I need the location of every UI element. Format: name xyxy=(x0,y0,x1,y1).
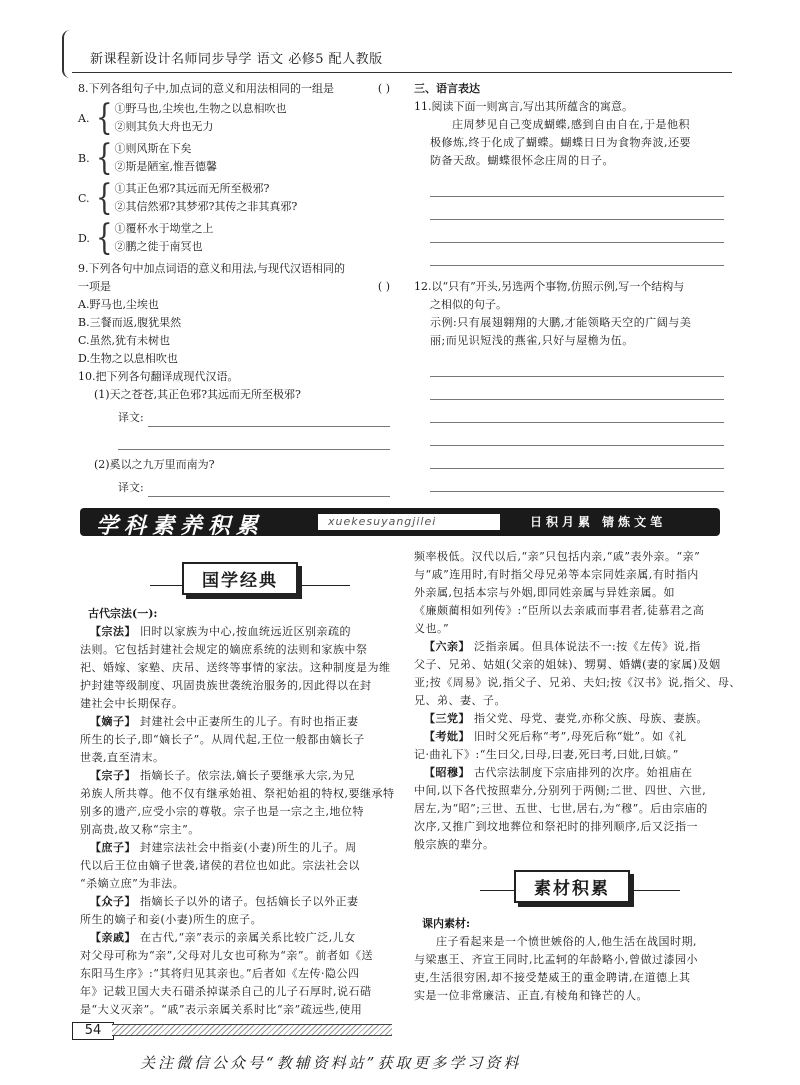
term-text: 护封建等级制度、巩固贵族世袭统治服务的,因此得以在封 xyxy=(80,679,372,692)
fable-passage xyxy=(414,116,724,170)
term-text: 年》记载卫国大夫石碏杀掉谋杀自己的儿子石厚时,说石碏 xyxy=(80,985,372,998)
term-text: 泛指亲属。但具体说法不一:按《左传》说,指 xyxy=(474,640,701,653)
term-text: 世袭,直至清末。 xyxy=(80,751,165,764)
text-line xyxy=(414,620,726,638)
text-line xyxy=(80,641,392,659)
term-tag: 【昭穆】 xyxy=(424,766,470,779)
term-text: 亚;按《周易》说,指父子、兄弟、夫妇;按《汉书》说,指父、母、 xyxy=(414,676,741,689)
term-text: 父子、兄弟、姑姐(父亲的姐妹)、甥舅、婚媾(妻的家属)及姻 xyxy=(414,658,721,671)
text-line xyxy=(414,710,726,728)
term-text: 是“大义灭亲”。“戚”表示亲属关系时比“亲”疏远些,使用 xyxy=(80,1003,363,1016)
term-tag: 【众子】 xyxy=(90,895,136,908)
guoxue-subtitle: 古代宗法(一): xyxy=(88,607,158,620)
glossary-entry xyxy=(414,764,726,854)
material-line: 实是一位非常廉洁、正直,有棱角和锋芒的人。 xyxy=(414,989,648,1002)
text-line xyxy=(80,929,392,947)
question-10-item-1: (1)天之苍苍,其正色邪?其远而无所至极邪? xyxy=(94,388,301,401)
text-line xyxy=(80,983,392,1001)
term-text: 古代宗法制度下宗庙排列的次序。始祖庙在 xyxy=(474,766,693,779)
term-tag: 【考妣】 xyxy=(424,730,470,743)
option-letter: C. xyxy=(78,191,90,205)
text-line xyxy=(80,659,392,677)
brace-icon: { xyxy=(96,217,113,259)
term-text: 祀、婚嫁、家塾、庆吊、送终等事情的家法。这种制度是为维 xyxy=(80,661,391,674)
running-header: 新课程新设计名师同步导学 语文 必修5 配人教版 xyxy=(90,52,383,67)
text-line xyxy=(414,764,726,782)
sucai-heading: 素材积累 xyxy=(514,870,630,903)
term-text: 居左,为“昭”;三世、五世、七世,居右,为“穆”。后由宗庙的 xyxy=(414,802,708,815)
page-number-bar xyxy=(112,1024,392,1036)
question-10-item-2: (2)奚以之九万里而南为? xyxy=(94,458,215,471)
glossary-entry xyxy=(80,893,392,929)
answer-line[interactable] xyxy=(430,197,724,220)
answer-line[interactable] xyxy=(118,427,390,450)
term-text: 次序,又推广到坟地葬位和祭祀时的排列顺序,后又泛指一 xyxy=(414,820,698,833)
glossary-entry xyxy=(80,767,395,839)
question-8-stem: 8.下列各组句子中,加点词的意义和用法相同的一组是 xyxy=(78,82,334,95)
term-text: 对父母可称为“亲”,父母对儿女也可称为“亲”。前者如《送 xyxy=(80,949,373,962)
question-9 xyxy=(78,260,390,278)
guoxue-right-text xyxy=(414,548,741,854)
term-text: 中间,以下各代按照辈分,分别列于两侧;二世、四世、六世, xyxy=(414,784,707,797)
glossary-entry xyxy=(80,713,392,767)
text-line xyxy=(80,821,392,839)
term-text: “杀嫡立庶”为非法。 xyxy=(80,877,185,890)
material-line: 庄子看起来是一个愤世嫉俗的人,他生活在战国时期, xyxy=(436,935,697,948)
glossary-entry xyxy=(80,929,392,1019)
passage-line: 庄周梦见自己变成蝴蝶,感到自由自在,于是他积 xyxy=(452,118,690,131)
option-row[interactable]: D.生物之以息相吹也 xyxy=(78,352,178,365)
question-9-stem: 9.下列各句中加点词语的意义和用法,与现代汉语相同的 xyxy=(78,262,345,275)
term-text: 般宗族的辈分。 xyxy=(414,838,495,851)
term-text: 指嫡长子。依宗法,嫡长子要继承大宗,为兄 xyxy=(140,769,355,782)
term-tag: 【六亲】 xyxy=(424,640,470,653)
question-12-answer-area xyxy=(414,354,724,492)
text-line xyxy=(414,638,726,656)
glossary-entry xyxy=(414,548,726,638)
option-row[interactable] xyxy=(78,217,390,259)
text-line xyxy=(80,623,392,641)
footer-note: 关注微信公众号“教辅资料站”获取更多学习资料 xyxy=(140,1054,522,1072)
answer-line[interactable] xyxy=(430,220,724,243)
text-line xyxy=(80,785,395,803)
option-sentence: ②鹏之徙于南冥也 xyxy=(114,240,203,253)
option-sentence: ①野马也,尘埃也,生物之以息相吹也 xyxy=(114,102,287,115)
option-row[interactable] xyxy=(78,97,390,139)
glossary-entry xyxy=(80,839,392,893)
option-lines xyxy=(115,100,287,136)
text-line xyxy=(414,728,726,746)
sucai-text xyxy=(414,933,726,1005)
option-sentence: ①其正色邪?其远而无所至极邪? xyxy=(114,182,270,195)
term-text: 与“戚”连用时,有时指父母兄弟等本宗同姓亲属,有时指内 xyxy=(414,568,699,581)
answer-line[interactable] xyxy=(430,377,724,400)
text-line xyxy=(80,767,392,785)
term-text: 《廉颇蔺相如列传》:“臣所以去亲戚而事君者,徒慕君之高 xyxy=(414,604,705,617)
translation-label: 译文: xyxy=(118,481,144,494)
text-line xyxy=(414,602,726,620)
term-text: 在古代,“亲”表示的亲属关系比较广泛,儿女 xyxy=(140,931,356,944)
answer-line[interactable] xyxy=(430,174,724,197)
term-tag: 【亲戚】 xyxy=(90,931,136,944)
term-tag: 【宗子】 xyxy=(90,769,136,782)
guoxue-heading: 国学经典 xyxy=(182,562,298,595)
text-line xyxy=(80,731,392,749)
term-tag: 【宗法】 xyxy=(90,625,136,638)
material-line: 与梁惠王、齐宣王同时,比孟轲的年龄略小,曾做过漆园小 xyxy=(414,953,698,966)
term-text: 封建宗法社会中指妾(小妻)所生的儿子。周 xyxy=(140,841,357,854)
option-sentence: ①覆杯水于坳堂之上 xyxy=(114,222,214,235)
term-text: 兄、弟、妻、子。 xyxy=(414,694,506,707)
option-row[interactable]: C.虽然,犹有未树也 xyxy=(78,334,171,347)
option-row[interactable] xyxy=(78,177,390,219)
translation-row-1 xyxy=(78,404,390,427)
text-line xyxy=(414,818,726,836)
sucai-subtitle: 课内素材: xyxy=(422,917,471,930)
text-line xyxy=(80,749,392,767)
answer-line[interactable] xyxy=(430,400,724,423)
question-11: 11.阅读下面一则寓言,写出其所蕴含的寓意。 xyxy=(414,100,633,113)
text-line xyxy=(80,893,392,911)
text-line xyxy=(414,800,726,818)
example-text xyxy=(414,314,724,350)
term-text: 别多的遗产,应受小宗的尊敬。宗子也是一宗之主,地位特 xyxy=(80,805,364,818)
term-text: 弟族人所共尊。他不仅有继承始祖、祭祀始祖的特权,要继承特 xyxy=(80,787,395,800)
option-lines xyxy=(115,220,214,256)
left-question-column xyxy=(78,80,390,520)
term-text: 所生的长子,即“嫡长子”。从周代起,王位一般都由嫡长子 xyxy=(80,733,365,746)
term-text: 封建社会中正妻所生的儿子。有时也指正妻 xyxy=(140,715,359,728)
guoxue-left-text xyxy=(80,623,395,1019)
answer-paren[interactable]: ( ) xyxy=(377,82,390,95)
question-9-line2 xyxy=(78,278,390,296)
question-8 xyxy=(78,80,390,98)
text-line xyxy=(80,965,392,983)
option-letter: A. xyxy=(78,111,90,125)
answer-line[interactable] xyxy=(148,404,390,427)
page-number: 54 xyxy=(72,1022,114,1040)
term-text: 所生的嫡子和妾(小妻)所生的庶子。 xyxy=(80,913,263,926)
passage-line: 防备天敌。蝴蝶很怀念庄周的日子。 xyxy=(430,154,614,167)
option-row[interactable]: A.野马也,尘埃也 xyxy=(78,298,159,311)
option-sentence: ②其信然邪?其梦邪?其传之非其真邪? xyxy=(114,200,298,213)
brace-icon: { xyxy=(96,177,113,219)
term-text: 指父党、母党、妻党,亦称父族、母族、妻族。 xyxy=(474,712,708,725)
banner-pinyin: xuekesuyangjilei xyxy=(318,514,500,530)
right-question-column xyxy=(414,80,724,492)
question-12-cont: 之相似的句子。 xyxy=(430,298,507,311)
question-10: 10.把下列各句翻译成现代汉语。 xyxy=(78,370,239,383)
text-line xyxy=(414,566,726,584)
term-text: 代以后王位由嫡子世袭,诸侯的君位也如此。宗法社会以 xyxy=(80,859,360,872)
option-lines xyxy=(115,140,218,176)
text-line xyxy=(80,911,392,929)
text-line xyxy=(80,713,392,731)
answer-line[interactable] xyxy=(430,243,724,266)
glossary-entry xyxy=(414,710,726,728)
option-row[interactable] xyxy=(78,137,390,179)
text-line xyxy=(80,1001,392,1019)
sucai-column xyxy=(414,915,726,1005)
term-tag: 【嫡子】 xyxy=(90,715,136,728)
text-line xyxy=(80,695,392,713)
example-line: 丽;而见识短浅的燕雀,只好与屋檐为伍。 xyxy=(430,334,634,347)
banner-title: 学科素养积累 xyxy=(96,514,265,539)
brace-icon: { xyxy=(96,97,113,139)
question-9-stem-cont: 一项是 xyxy=(78,280,111,293)
header-rule xyxy=(72,72,732,73)
guoxue-right-column xyxy=(414,548,741,854)
answer-line[interactable] xyxy=(430,446,724,469)
glossary-entry xyxy=(414,638,741,710)
answer-line[interactable] xyxy=(148,474,390,497)
term-tag: 【庶子】 xyxy=(90,841,136,854)
text-line xyxy=(80,947,392,965)
option-lines xyxy=(115,180,298,216)
term-text: 旧时以家族为中心,按血统远近区别亲疏的 xyxy=(140,625,351,638)
header-bracket xyxy=(62,30,74,78)
term-text: 指嫡长子以外的诸子。包括嫡长子以外正妻 xyxy=(140,895,359,908)
question-11-answer-area xyxy=(414,174,724,266)
question-12: 12.以“只有”开头,另选两个事物,仿照示例,写一个结构与 xyxy=(414,280,685,293)
answer-line[interactable] xyxy=(430,469,724,492)
option-sentence: ①则风斯在下矣 xyxy=(114,142,192,155)
term-text: 东阳马生序》:“其将归见其亲也。”后者如《左传·隐公四 xyxy=(80,967,360,980)
material-line: 吏,生活很穷困,却不接受楚威王的重金聘请,在道德上其 xyxy=(414,971,691,984)
text-line xyxy=(414,674,741,692)
option-letter: D. xyxy=(78,231,90,245)
term-text: 记·曲礼下》:“生曰父,曰母,曰妻,死曰考,曰妣,曰嫔。” xyxy=(414,748,679,761)
answer-paren[interactable]: ( ) xyxy=(377,280,390,293)
term-text: 建社会中长期保存。 xyxy=(80,697,184,710)
question-8-options xyxy=(78,97,390,259)
term-text: 频率极低。汉代以后,“亲”只包括内亲,“戚”表外亲。“亲” xyxy=(414,550,701,563)
text-line xyxy=(80,839,392,857)
answer-line[interactable] xyxy=(430,354,724,377)
text-line xyxy=(414,692,726,710)
option-sentence: ②斯是陋室,惟吾德馨 xyxy=(114,160,218,173)
text-line xyxy=(414,584,726,602)
glossary-entry xyxy=(414,728,726,764)
example-line: 示例:只有展翅翱翔的大鹏,才能领略天空的广阔与美 xyxy=(430,316,692,329)
brace-icon: { xyxy=(96,137,113,179)
text-line xyxy=(414,746,726,764)
term-text: 别高贵,故又称“宗主”。 xyxy=(80,823,200,836)
translation-row-2 xyxy=(78,474,390,497)
term-text: 法则。它包括封建社会规定的嫡庶系统的法则和家族中祭 xyxy=(80,643,368,656)
guoxue-left-column xyxy=(80,605,395,1019)
text-line xyxy=(80,857,392,875)
answer-line[interactable] xyxy=(430,423,724,446)
passage-line: 极修炼,终于化成了蝴蝶。蝴蝶日日为食物奔波,还要 xyxy=(430,136,691,149)
option-letter: B. xyxy=(78,151,90,165)
term-text: 外亲属,包括本宗与外姻,即同姓亲属与异姓亲属。如 xyxy=(414,586,675,599)
question-9-options xyxy=(78,296,390,368)
banner-motto: 日积月累 锖炼文笔 xyxy=(530,515,667,529)
text-line xyxy=(80,677,392,695)
text-line xyxy=(80,875,392,893)
text-line xyxy=(414,782,726,800)
term-text: 旧时父死后称“考”,母死后称“妣”。如《礼 xyxy=(474,730,687,743)
section-title: 三、语言表达 xyxy=(414,82,480,95)
translation-label: 译文: xyxy=(118,411,144,424)
option-sentence: ②则其负大舟也无力 xyxy=(114,120,214,133)
option-row[interactable]: B.三餐而返,腹犹果然 xyxy=(78,316,182,329)
text-line xyxy=(414,836,726,854)
text-line xyxy=(80,803,392,821)
term-text: 义也。” xyxy=(414,622,450,635)
text-line xyxy=(414,548,726,566)
text-line xyxy=(414,656,726,674)
glossary-entry xyxy=(80,623,392,713)
term-tag: 【三党】 xyxy=(424,712,470,725)
